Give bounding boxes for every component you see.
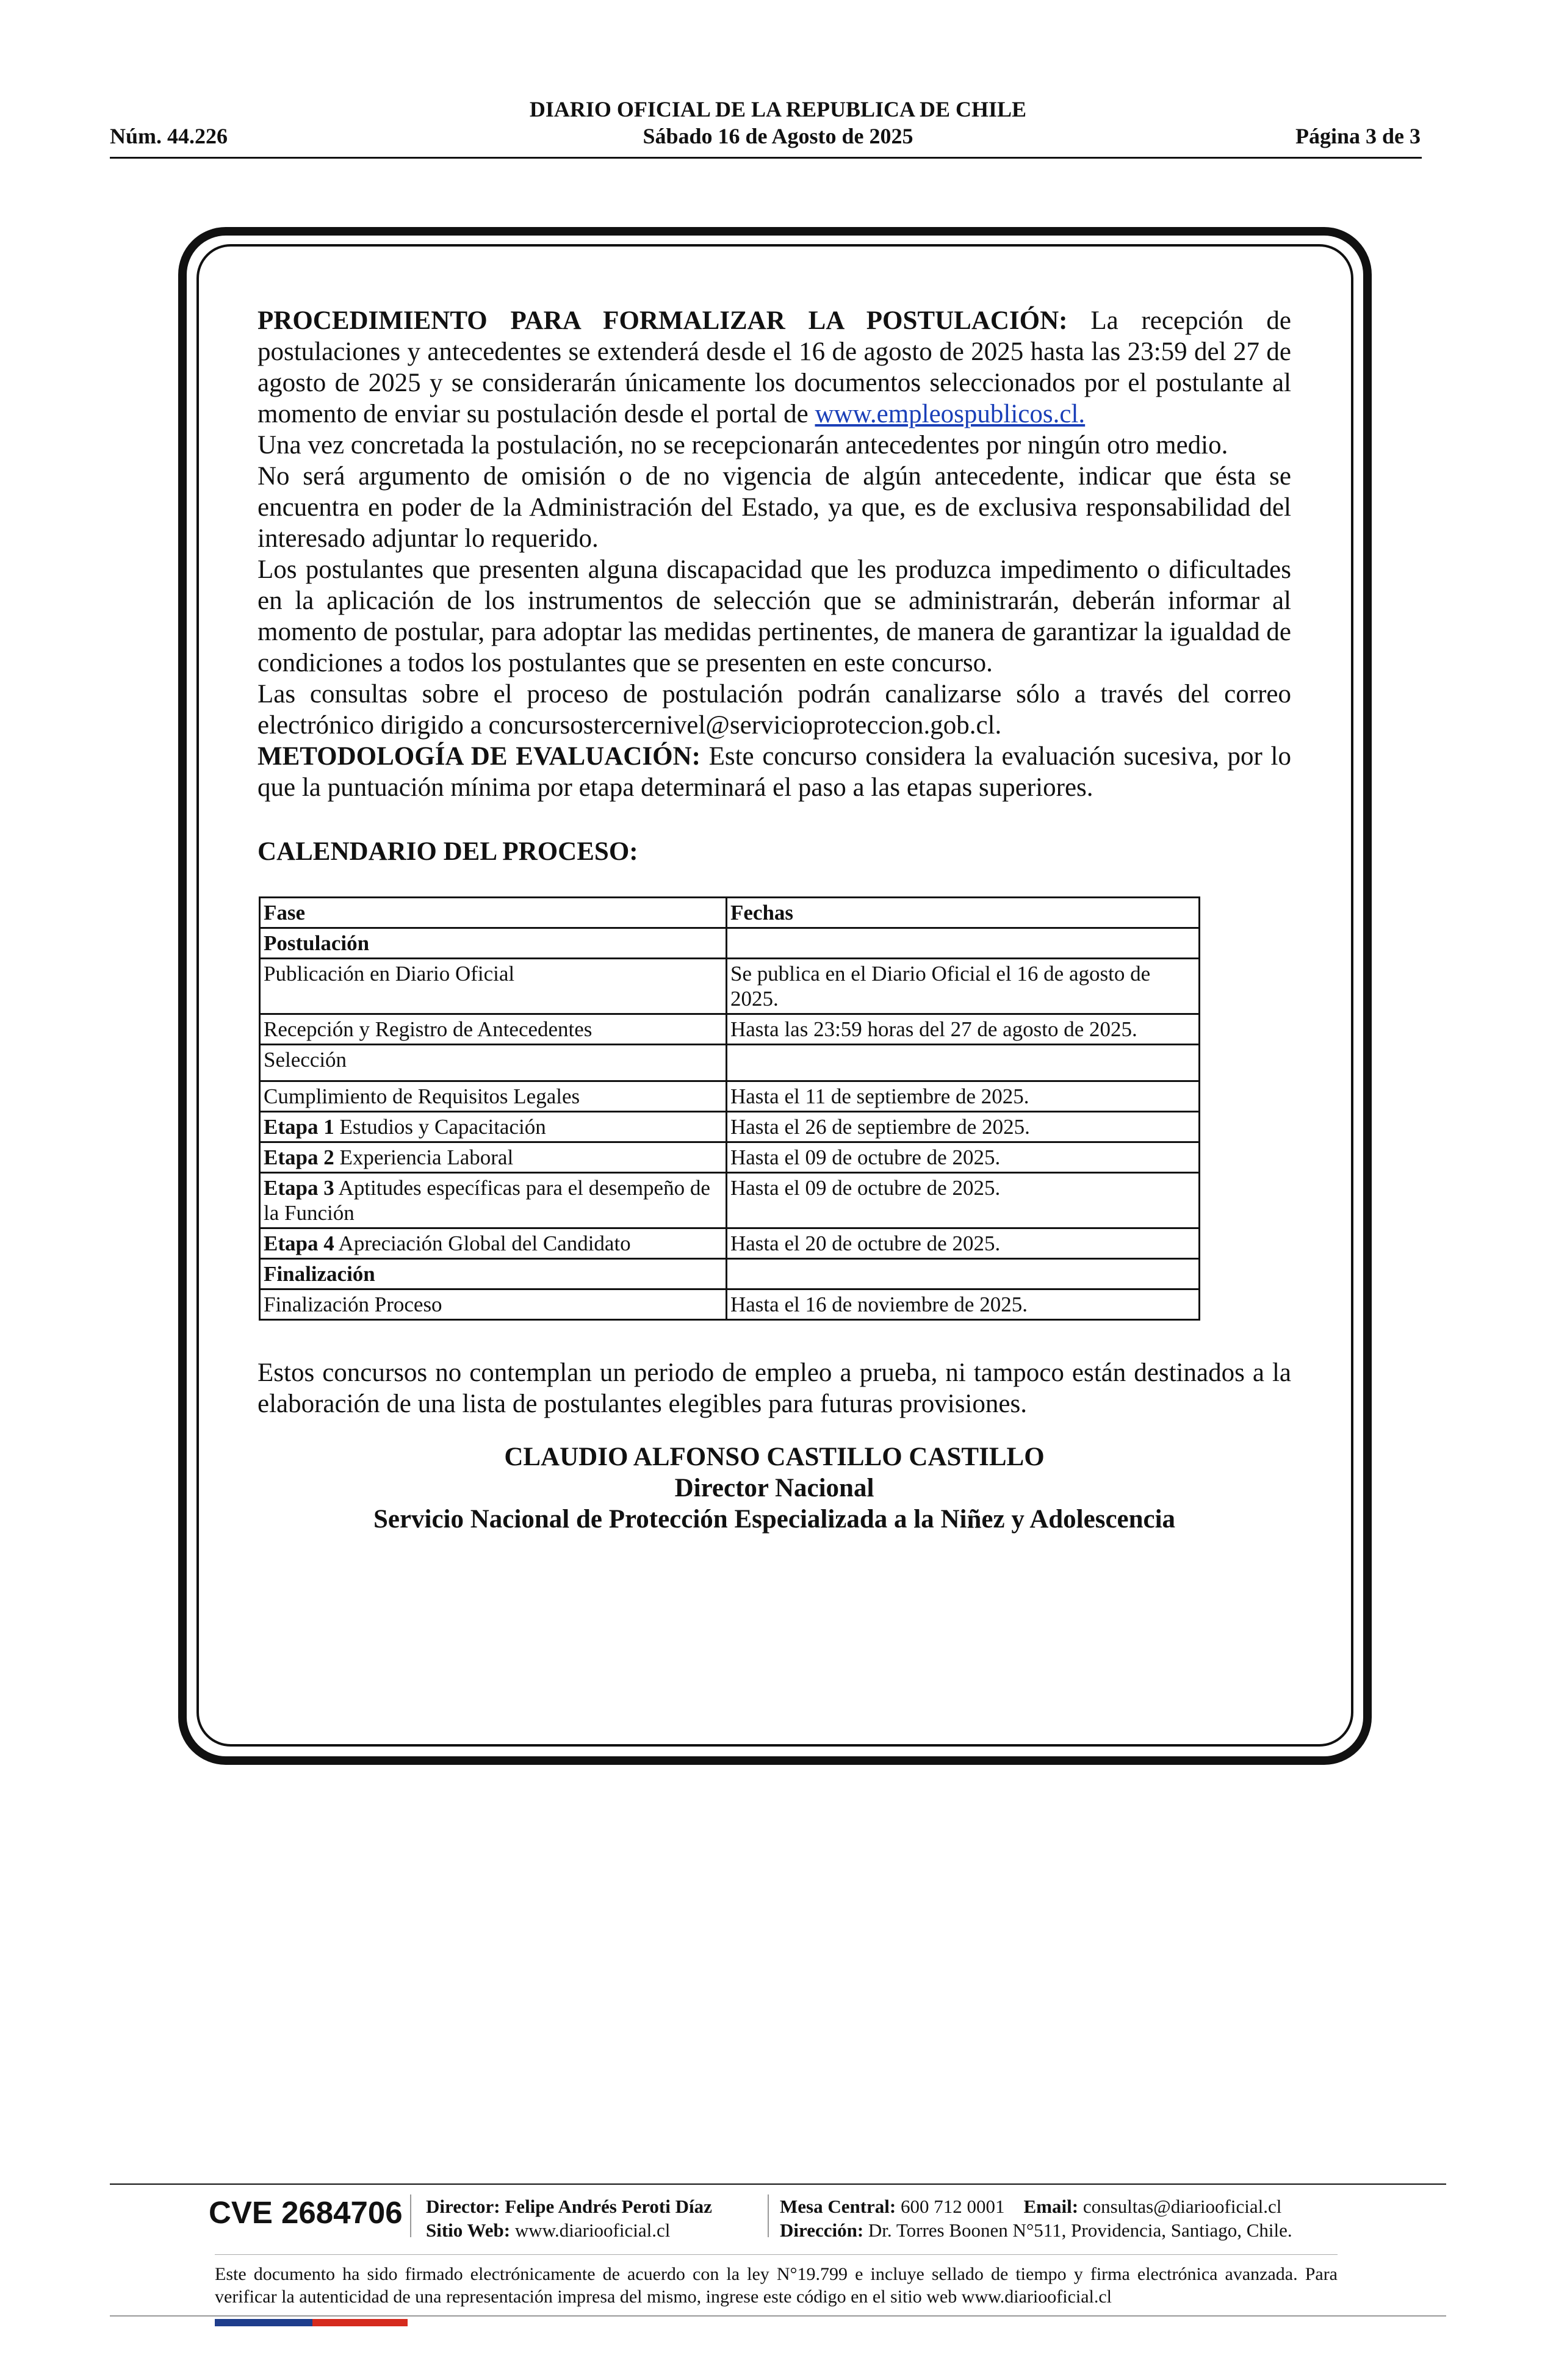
date-cell: Hasta el 09 de octubre de 2025. <box>727 1142 1200 1173</box>
closing-paragraph: Estos concursos no contemplan un periodo de empleo a prueba, ni tampoco están destinados a la elaboración de una lista de postulantes elegibles para futuras provisiones. <box>258 1358 1291 1418</box>
table-row <box>260 1289 1200 1320</box>
signature-note: Este documento ha sido firmado electrónicamente de acuerdo con la ley N°19.799 e incluye sellado de tiempo y firma electrónica avanzada. Para verificar la autenticidad de una representación impresa del mismo, ingrese este código en el sitio web www.diariooficial.cl <box>215 2264 1338 2307</box>
table-row <box>260 1045 1200 1081</box>
flag-stripe-blue <box>215 2319 312 2326</box>
calendar-table <box>259 896 1200 1321</box>
phase-bold: Etapa 1 <box>264 1115 334 1139</box>
footer-divider <box>110 2183 1446 2185</box>
table-row <box>260 1259 1200 1289</box>
table-row <box>260 1081 1200 1112</box>
footer-separator <box>768 2194 769 2237</box>
phase-text: Aptitudes específicas para el desempeño de la Función <box>264 1176 710 1225</box>
phase-text: Apreciación Global del Candidato <box>334 1231 631 1255</box>
date-cell <box>727 1259 1200 1289</box>
footer-director-block <box>426 2194 712 2242</box>
date-cell: Hasta el 11 de septiembre de 2025. <box>727 1081 1200 1112</box>
issue-number: Núm. 44.226 <box>110 124 228 148</box>
phase-cell <box>260 1045 727 1081</box>
footer-contact-block <box>780 2194 1292 2242</box>
phase-cell <box>260 1228 727 1259</box>
issue-date: Sábado 16 de Agosto de 2025 <box>643 124 913 148</box>
footer-director <box>426 2194 712 2218</box>
footer-divider-thin <box>215 2254 1338 2255</box>
phase-bold: Postulación <box>264 931 370 955</box>
paragraph-omission: No será argumento de omisión o de no vigencia de algún antecedente, indicar que ésta se encuentra en poder de la Administración del Estado, ya que, es de exclusiva responsabilidad del interesado adjuntar lo requerido. <box>258 462 1291 553</box>
phase-text: Selección <box>264 1048 347 1072</box>
director-value: Felipe Andrés Peroti Díaz <box>500 2196 712 2217</box>
table-row <box>260 928 1200 959</box>
calendar-heading: CALENDARIO DEL PROCESO: <box>258 837 638 866</box>
phase-cell <box>260 1173 727 1228</box>
phase-text: Publicación en Diario Oficial <box>264 962 515 986</box>
table-row <box>260 1228 1200 1259</box>
signature-block <box>258 1441 1291 1535</box>
phase-cell <box>260 1081 727 1112</box>
procedure-paragraph <box>258 305 1291 430</box>
cve-code: CVE 2684706 <box>209 2195 403 2230</box>
email-label: Email: <box>1023 2196 1079 2217</box>
phase-bold: Etapa 2 <box>264 1145 334 1169</box>
web-value[interactable]: www.diariooficial.cl <box>510 2220 671 2241</box>
table-row <box>260 1112 1200 1142</box>
phase-text: Estudios y Capacitación <box>334 1115 546 1139</box>
paragraph-disability: Los postulantes que presenten alguna discapacidad que les produzca impedimento o dificultades en la aplicación de los instrumentos de selección que se administrarán, deberán informar al momento de postular, para adoptar las medidas pertinentes, de manera de garantizar la igualdad de condiciones a todos los postulantes que se presenten en este concurso. <box>258 555 1291 677</box>
email-value[interactable]: consultas@diariooficial.cl <box>1078 2196 1282 2217</box>
address-label: Dirección: <box>780 2220 864 2241</box>
phase-bold: Etapa 3 <box>264 1176 334 1200</box>
mesa-value: 600 712 0001 <box>896 2196 1005 2217</box>
newspaper-title: DIARIO OFICIAL DE LA REPUBLICA DE CHILE <box>529 97 1027 121</box>
phase-text: Experiencia Laboral <box>334 1145 514 1169</box>
footer-phone-email <box>780 2194 1292 2218</box>
page-indicator: Página 3 de 3 <box>1295 124 1421 148</box>
date-cell: Hasta las 23:59 horas del 27 de agosto de 2025. <box>727 1014 1200 1045</box>
director-label: Director: <box>426 2196 500 2217</box>
footer-address <box>780 2218 1292 2242</box>
phase-cell <box>260 928 727 959</box>
footer-website <box>426 2218 712 2242</box>
paragraph-inquiries: Las consultas sobre el proceso de postulación podrán canalizarse sólo a través del correo electrónico dirigido a concursostercernivel@servicioproteccion.gob.cl. <box>258 680 1291 740</box>
notice-content <box>258 305 1291 1535</box>
web-label: Sitio Web: <box>426 2220 511 2241</box>
portal-link[interactable]: www.empleospublicos.cl. <box>815 400 1086 428</box>
date-cell: Hasta el 16 de noviembre de 2025. <box>727 1289 1200 1320</box>
phase-cell <box>260 1289 727 1320</box>
flag-stripe-red <box>312 2319 408 2326</box>
procedure-heading: PROCEDIMIENTO PARA FORMALIZAR LA POSTULACIÓN: <box>258 306 1068 335</box>
address-value: Dr. Torres Boonen N°511, Providencia, Santiago, Chile. <box>863 2220 1292 2241</box>
paragraph-no-other-means: Una vez concretada la postulación, no se recepcionarán antecedentes por ningún otro medio. <box>258 431 1228 460</box>
methodology-paragraph <box>258 741 1291 803</box>
date-cell: Se publica en el Diario Oficial el 16 de agosto de 2025. <box>727 959 1200 1014</box>
header-dates: Fechas <box>727 898 1200 928</box>
phase-cell <box>260 1112 727 1142</box>
date-cell: Hasta el 20 de octubre de 2025. <box>727 1228 1200 1259</box>
phase-cell <box>260 1142 727 1173</box>
date-cell <box>727 928 1200 959</box>
phase-text: Recepción y Registro de Antecedentes <box>264 1017 593 1041</box>
procedure-text: La recepción de postulaciones y antecedentes se extenderá desde el 16 de agosto de 2025 hasta las 23:59 del 27 de agosto de 2025 y se considerarán únicamente los documentos seleccionados por el postulante al momento de enviar su postulación desde el portal de <box>258 306 1291 428</box>
table-row <box>260 1014 1200 1045</box>
signatory-name: CLAUDIO ALFONSO CASTILLO CASTILLO <box>504 1443 1045 1471</box>
methodology-heading: METODOLOGÍA DE EVALUACIÓN: <box>258 742 701 771</box>
date-cell: Hasta el 26 de septiembre de 2025. <box>727 1112 1200 1142</box>
phase-text: Cumplimiento de Requisitos Legales <box>264 1084 580 1108</box>
phase-bold: Finalización <box>264 1262 375 1286</box>
table-row <box>260 1173 1200 1228</box>
table-row <box>260 1142 1200 1173</box>
phase-text: Finalización Proceso <box>264 1293 442 1316</box>
signatory-role: Director Nacional <box>674 1474 874 1502</box>
mesa-label: Mesa Central: <box>780 2196 896 2217</box>
date-cell: Hasta el 09 de octubre de 2025. <box>727 1173 1200 1228</box>
footer-bottom-divider <box>110 2315 1446 2317</box>
header-divider <box>110 157 1422 159</box>
phase-cell <box>260 959 727 1014</box>
phase-cell <box>260 1259 727 1289</box>
footer-separator <box>410 2194 411 2237</box>
table-header-row <box>260 898 1200 928</box>
phase-bold: Etapa 4 <box>264 1231 334 1255</box>
table-row <box>260 959 1200 1014</box>
methodology-text: Este concurso considera la evaluación sucesiva, por lo que la puntuación mínima por etapa determinará el paso a las etapas superiores. <box>258 742 1291 802</box>
phase-cell <box>260 1014 727 1045</box>
header-phase: Fase <box>260 898 727 928</box>
date-cell <box>727 1045 1200 1081</box>
signatory-organization: Servicio Nacional de Protección Especializada a la Niñez y Adolescencia <box>373 1505 1176 1534</box>
